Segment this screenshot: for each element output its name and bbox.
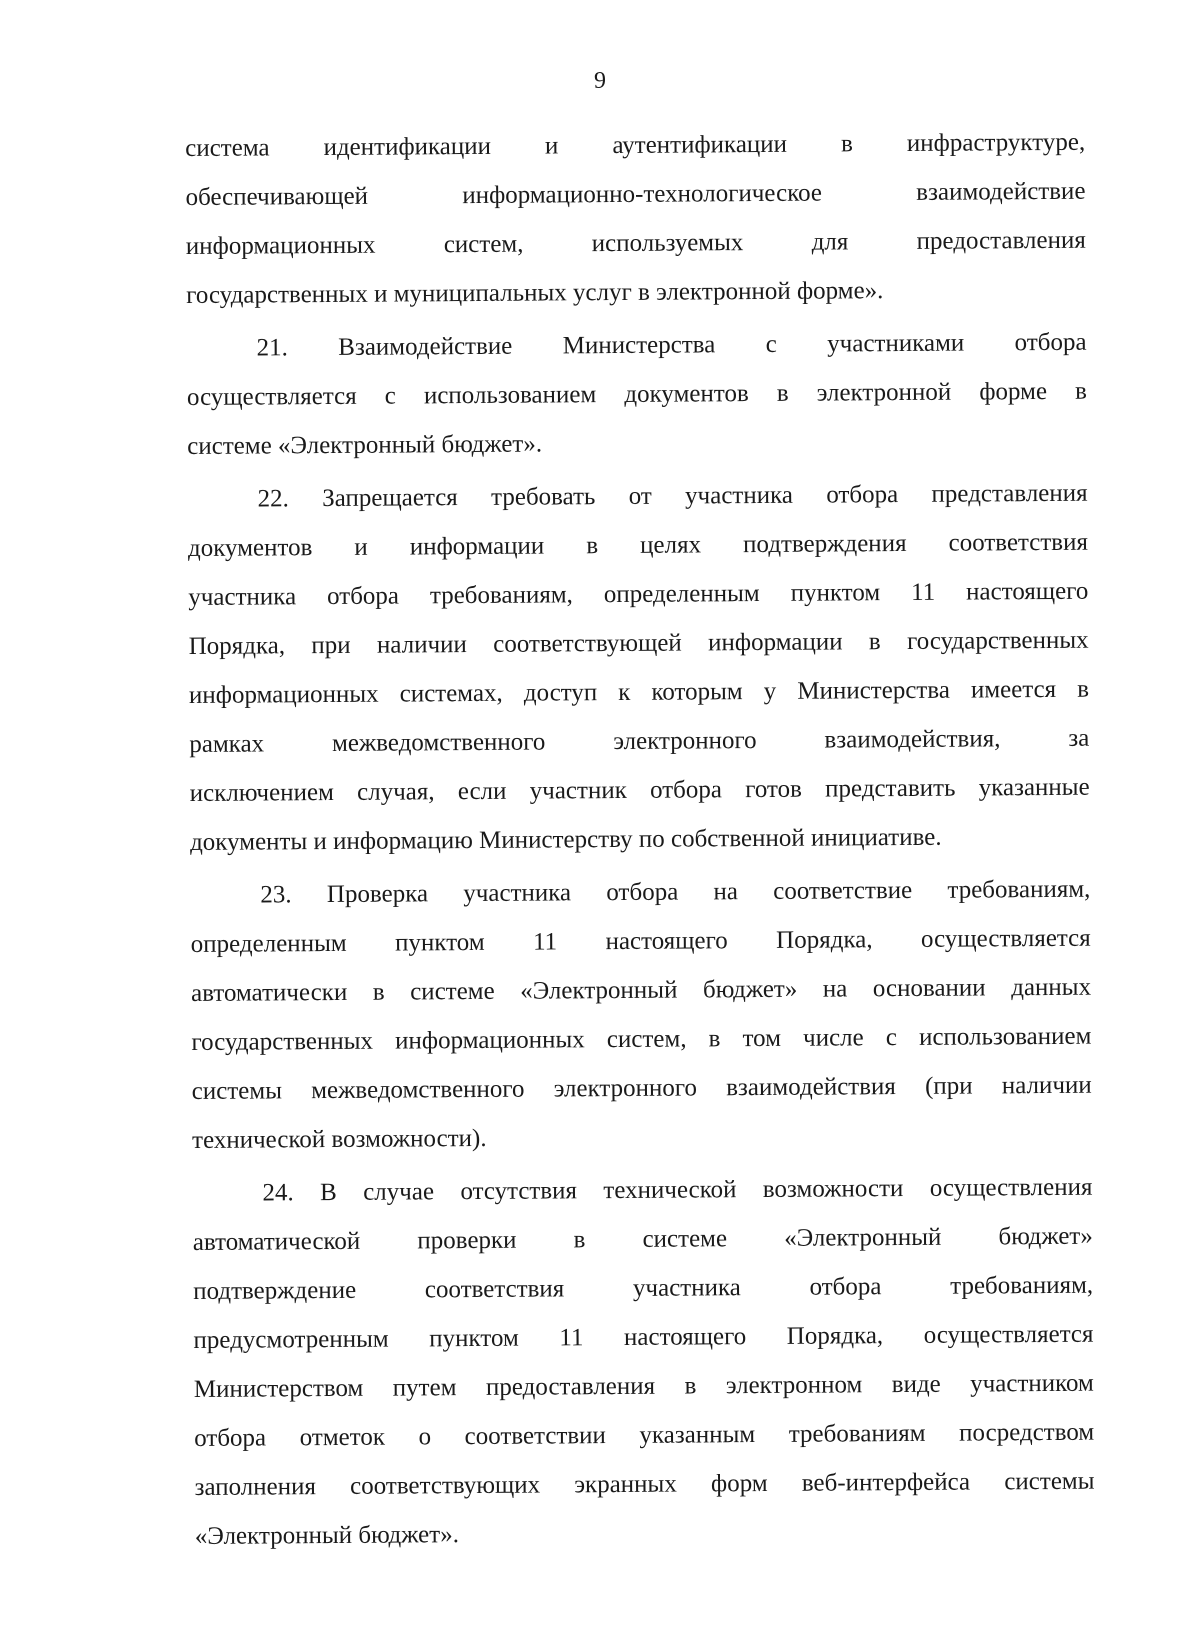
- text-line: рамках межведомственного электронного взаимодействия, за: [189, 724, 1090, 758]
- text-line: участника отбора требованиям, определенным пунктом 11 настоящего: [188, 577, 1089, 611]
- text-line: 21. Взаимодействие Министерства с участниками отбора: [256, 328, 1087, 362]
- text-line: заполнения соответствующих экранных форм веб-интерфейса системы: [194, 1467, 1095, 1501]
- paragraph-22: [187, 469, 1090, 867]
- text-line: 23. Проверка участника отбора на соответствие требованиям,: [260, 875, 1091, 909]
- text-line: подтверждение соответствия участника отбора требованиям,: [193, 1271, 1094, 1305]
- document-body: [185, 118, 1095, 1565]
- text-line: системе «Электронный бюджет».: [187, 430, 543, 460]
- text-line: Министерством путем предоставления в электронном виде участником: [193, 1369, 1094, 1403]
- text-line: 24. В случае отсутствия технической возможности осуществления: [262, 1173, 1093, 1207]
- paragraph-21: [186, 318, 1087, 471]
- paragraph-continuation: [185, 118, 1086, 320]
- text-line: Порядка, при наличии соответствующей информации в государственных: [188, 626, 1089, 660]
- text-line: осуществляется с использованием документов в электронной форме в: [186, 377, 1087, 411]
- text-line: 22. Запрещается требовать от участника отбора представления: [257, 479, 1088, 513]
- text-line: обеспечивающей информационно-технологическое взаимодействие: [185, 177, 1086, 211]
- text-line: информационных системах, доступ к которым у Министерства имеется в: [188, 675, 1090, 709]
- paragraph-23: [190, 865, 1092, 1165]
- text-line: автоматически в системе «Электронный бюджет» на основании данных: [190, 973, 1092, 1007]
- text-line: система идентификации и аутентификации в инфраструктуре,: [185, 128, 1086, 162]
- text-line: отбора отметок о соответствии указанным требованиям посредством: [194, 1418, 1095, 1452]
- text-line: автоматической проверки в системе «Электронный бюджет»: [192, 1222, 1093, 1256]
- text-line: государственных и муниципальных услуг в электронной форме».: [186, 277, 884, 309]
- page-number: 9: [594, 68, 606, 94]
- text-line: системы межведомственного электронного взаимодействия (при наличии: [191, 1071, 1092, 1105]
- paragraph-24: [192, 1163, 1095, 1561]
- text-line: документов и информации в целях подтверждения соответствия: [187, 528, 1089, 562]
- text-line: технической возможности).: [192, 1124, 487, 1154]
- text-line: государственных информационных систем, в том числе с использованием: [191, 1022, 1092, 1056]
- text-line: документы и информацию Министерству по собственной инициативе.: [189, 823, 942, 856]
- text-line: «Электронный бюджет».: [194, 1521, 459, 1550]
- text-line: определенным пунктом 11 настоящего Порядка, осуществляется: [190, 924, 1091, 958]
- text-line: исключением случая, если участник отбора готов представить указанные: [189, 773, 1090, 807]
- text-line: предусмотренным пунктом 11 настоящего Порядка, осуществляется: [193, 1320, 1094, 1354]
- text-line: информационных систем, используемых для предоставления: [185, 226, 1086, 260]
